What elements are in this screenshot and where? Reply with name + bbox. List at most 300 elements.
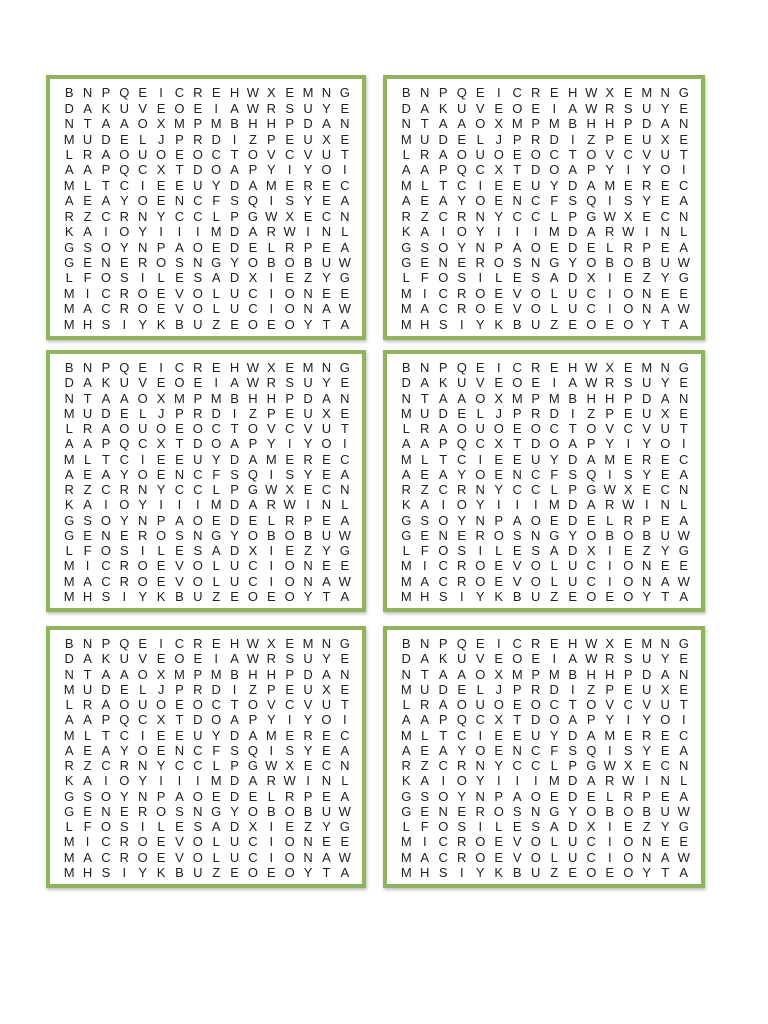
grid-letter: O [100,512,111,528]
grid-letter: U [568,301,578,317]
grid-letter: E [660,177,670,193]
grid-letter: L [212,573,220,589]
grid-letter: B [175,864,184,880]
grid-letter: E [457,803,467,819]
grid-letter: O [321,436,332,452]
grid-letter: M [400,451,412,467]
grid-letter: D [229,224,240,240]
grid-letter: N [82,636,93,652]
grid-letter: R [531,636,541,652]
grid-letter: N [137,482,148,498]
grid-letter: P [531,116,541,132]
grid-letter: A [230,436,239,452]
grid-letter: I [269,543,274,559]
grid-letter: S [623,193,633,209]
grid-letter: W [283,773,296,789]
grid-letter: O [530,558,541,574]
grid-letter: A [420,375,430,391]
grid-letter: W [585,100,598,116]
grid-letter: E [494,100,504,116]
grid-letter: Y [457,788,467,804]
grid-letter: V [605,146,615,162]
grid-letter: S [119,819,129,835]
grid-letter: X [156,712,166,728]
grid-letter: C [248,573,258,589]
grid-letter: C [119,451,129,467]
grid-letter: P [101,85,111,101]
grid-letter: E [420,527,430,543]
grid-letter: I [478,727,483,743]
grid-letter: U [531,864,541,880]
grid-letter: S [457,543,467,559]
grid-letter: A [549,543,559,559]
grid-letter: O [660,712,671,728]
grid-letter: A [230,375,239,391]
grid-letter: E [83,193,92,209]
grid-letter: P [248,712,258,728]
grid-letter: U [457,375,467,391]
grid-letter: D [229,497,240,513]
grid-letter: V [475,375,485,391]
grid-letter: L [680,497,688,513]
grid-letter: N [321,360,332,376]
grid-letter: E [285,727,295,743]
grid-letter: V [303,697,313,713]
grid-letter: Y [642,436,652,452]
grid-letter: Y [303,436,313,452]
grid-letter: A [230,162,239,178]
grid-letter: B [642,527,652,543]
grid-letter: U [321,255,332,271]
grid-letter: E [248,788,258,804]
grid-letter: N [642,301,652,317]
grid-letter: I [85,558,90,574]
grid-letter: O [438,239,449,255]
grid-letter: P [494,512,504,528]
grid-letter: E [83,527,92,543]
grid-letter: K [438,651,448,667]
grid-letter: C [531,758,541,774]
grid-letter: U [568,558,578,574]
grid-letter: O [137,742,148,758]
grid-letter: E [322,285,331,301]
grid-letter: A [230,712,239,728]
grid-letter: N [174,466,185,482]
grid-letter: I [515,497,520,513]
grid-letter: C [211,146,221,162]
grid-letter: G [401,788,412,804]
grid-letter: A [119,116,129,132]
grid-letter: I [269,193,274,209]
grid-letter: A [211,819,221,835]
grid-letter: O [586,146,597,162]
grid-letter: E [586,788,596,804]
grid-letter: F [212,466,221,482]
grid-letter: I [533,773,538,789]
grid-letter: H [82,588,93,604]
grid-letter: E [211,360,221,376]
grid-letter: G [549,803,560,819]
grid-letter: O [475,285,486,301]
grid-letter: O [456,773,467,789]
grid-letter: Z [587,405,596,421]
grid-letter: T [340,421,349,437]
grid-letter: A [83,773,92,789]
grid-letter: M [548,390,560,406]
grid-letter: B [401,360,411,376]
grid-letter: C [101,573,111,589]
grid-letter: A [420,712,430,728]
grid-letter: U [303,375,313,391]
grid-letter: O [438,788,449,804]
grid-letter: E [605,316,615,332]
grid-letter: L [606,512,614,528]
grid-letter: I [478,177,483,193]
grid-letter: H [248,116,258,132]
grid-letter: N [303,849,313,865]
grid-letter: O [174,651,185,667]
grid-letter: P [494,239,504,255]
grid-letter: N [679,758,689,774]
grid-letter: R [642,727,652,743]
grid-letter: A [420,224,430,240]
grid-letter: E [642,208,652,224]
grid-letter: A [322,390,331,406]
grid-letter: V [605,421,615,437]
grid-letter: F [83,819,92,835]
grid-letter: L [341,497,349,513]
grid-letter: Y [138,316,148,332]
grid-letter: C [660,208,670,224]
grid-letter: L [550,834,558,850]
grid-letter: D [193,162,203,178]
grid-letter: V [266,421,276,437]
grid-letter: O [247,146,258,162]
grid-letter: O [156,697,167,713]
grid-letter: E [660,239,670,255]
grid-letter: D [229,543,240,559]
grid-letter: G [247,758,258,774]
grid-letter: R [266,773,276,789]
grid-letter: Z [304,543,313,559]
grid-letter: A [101,466,111,482]
grid-letter: I [196,224,200,240]
grid-letter: A [586,224,596,240]
grid-letter: Y [303,193,313,209]
grid-letter: X [156,666,166,682]
grid-letter: W [585,636,598,652]
grid-letter: I [159,497,163,513]
grid-letter: I [287,162,292,178]
grid-letter: N [475,788,485,804]
grid-letter: C [475,712,485,728]
grid-letter: S [568,466,578,482]
grid-letter: C [438,849,448,865]
grid-letter: L [550,208,558,224]
grid-letter: E [83,742,92,758]
grid-letter: Y [475,316,485,332]
letter-grid [397,360,693,604]
grid-letter: E [494,834,504,850]
grid-letter: S [101,588,111,604]
grid-letter: M [210,666,222,682]
grid-letter: E [285,405,295,421]
grid-letter: I [496,360,501,376]
grid-letter: M [641,85,653,101]
grid-letter: O [284,803,295,819]
grid-letter: G [339,270,350,286]
grid-letter: N [679,208,689,224]
grid-letter: E [285,636,295,652]
grid-letter: L [267,239,275,255]
grid-letter: Q [247,193,258,209]
grid-letter: A [248,727,258,743]
grid-letter: N [340,482,350,498]
grid-letter: I [533,497,538,513]
grid-letter: S [193,543,203,559]
grid-letter: Y [457,466,467,482]
grid-letter: V [303,421,313,437]
grid-letter: I [607,849,612,865]
grid-letter: E [512,697,522,713]
grid-letter: G [64,239,75,255]
grid-letter: B [401,636,411,652]
grid-letter: O [530,573,541,589]
grid-letter: O [530,788,541,804]
grid-letter: N [82,360,93,376]
grid-letter: E [303,758,313,774]
grid-letter: A [586,773,596,789]
grid-letter: E [211,636,221,652]
grid-letter: V [303,146,313,162]
grid-letter: U [321,421,332,437]
grid-letter: O [137,301,148,317]
grid-letter: B [605,255,615,271]
grid-letter: L [65,543,73,559]
grid-letter: N [321,497,332,513]
grid-letter: O [586,527,597,543]
grid-letter: Y [475,224,485,240]
grid-letter: U [420,131,430,147]
grid-letter: I [478,270,483,286]
grid-letter: O [119,146,130,162]
grid-letter: U [420,681,430,697]
grid-letter: Z [212,588,221,604]
grid-letter: I [644,497,649,513]
grid-letter: X [266,360,276,376]
grid-letter: I [306,773,310,789]
grid-letter: E [175,270,184,286]
grid-letter: O [284,301,295,317]
grid-letter: U [137,697,148,713]
grid-letter: E [340,375,350,391]
grid-letter: G [211,803,222,819]
grid-letter: A [679,742,689,758]
grid-letter: O [100,239,111,255]
grid-letter: I [478,543,483,559]
grid-letter: O [493,527,504,543]
grid-letter: O [623,803,634,819]
grid-letter: O [137,849,148,865]
grid-letter: W [585,360,598,376]
grid-letter: Q [456,636,467,652]
grid-letter: A [457,116,467,132]
grid-letter: O [247,864,258,880]
grid-letter: L [157,270,165,286]
grid-letter: P [230,482,239,498]
grid-letter: T [340,697,349,713]
grid-letter: J [495,681,502,697]
grid-letter: A [586,727,596,743]
grid-letter: E [138,85,148,101]
grid-letter: D [229,451,240,467]
grid-letter: V [138,100,148,116]
grid-letter: Y [568,255,578,271]
grid-letter: Q [119,85,130,101]
grid-letter: R [420,146,430,162]
grid-letter: V [266,697,276,713]
grid-letter: D [438,405,448,421]
grid-letter: E [193,100,203,116]
grid-letter: P [623,116,633,132]
grid-letter: N [531,527,541,543]
grid-letter: H [229,360,240,376]
grid-letter: A [83,162,92,178]
grid-letter: E [660,193,670,209]
grid-letter: C [586,573,596,589]
grid-letter: A [83,100,92,116]
grid-letter: W [246,100,260,116]
grid-letter: Z [248,131,257,147]
grid-letter: D [642,666,652,682]
grid-letter: D [642,116,652,132]
grid-letter: D [303,666,313,682]
grid-letter: O [623,558,634,574]
grid-letter: Q [456,162,467,178]
grid-letter: H [586,390,596,406]
grid-letter: R [623,239,633,255]
grid-letter: W [585,85,598,101]
grid-letter: A [420,100,430,116]
grid-letter: U [475,697,485,713]
grid-letter: Y [457,193,467,209]
grid-letter: O [623,316,634,332]
grid-letter: Y [457,742,467,758]
grid-letter: Y [322,819,331,835]
grid-letter: X [156,162,166,178]
grid-letter: C [137,436,148,452]
grid-letter: Y [138,864,148,880]
grid-letter: D [568,224,578,240]
grid-letter: E [285,543,295,559]
grid-letter: W [246,651,260,667]
grid-letter: D [303,390,313,406]
grid-letter: S [285,742,295,758]
grid-letter: E [175,421,184,437]
grid-letter: M [604,727,616,743]
grid-letter: W [265,208,278,224]
grid-letter: E [568,316,578,332]
grid-letter: A [420,651,430,667]
grid-letter: S [420,239,430,255]
grid-letter: S [285,466,295,482]
grid-letter: M [400,177,412,193]
grid-letter: O [247,697,258,713]
grid-letter: A [568,436,578,452]
grid-letter: P [156,239,166,255]
grid-letter: N [660,773,670,789]
grid-letter: D [531,436,541,452]
grid-letter: O [100,819,111,835]
grid-letter: O [623,834,634,850]
grid-letter: O [493,803,504,819]
grid-letter: U [82,405,93,421]
grid-letter: A [101,193,111,209]
grid-letter: B [512,316,522,332]
grid-letter: C [475,162,485,178]
grid-letter: R [623,788,633,804]
grid-letter: E [420,742,430,758]
grid-letter: W [603,758,616,774]
grid-letter: E [512,146,522,162]
grid-letter: E [660,512,670,528]
grid-letter: L [550,285,558,301]
grid-letter: I [122,864,127,880]
grid-letter: A [248,773,258,789]
grid-letter: E [303,482,313,498]
grid-letter: H [586,116,596,132]
grid-letter: F [83,270,92,286]
grid-letter: B [401,85,411,101]
grid-letter: J [495,405,502,421]
grid-letter: M [302,636,314,652]
grid-letter: E [156,727,166,743]
grid-letter: T [568,421,577,437]
grid-letter: U [321,803,332,819]
grid-letter: Y [156,482,166,498]
grid-letter: U [193,451,203,467]
grid-letter: Y [303,864,313,880]
grid-letter: C [457,177,467,193]
grid-letter: O [623,864,634,880]
grid-letter: R [457,573,467,589]
grid-letter: U [642,681,652,697]
grid-letter: U [660,527,670,543]
grid-letter: E [322,466,331,482]
grid-letter: C [438,208,448,224]
grid-letter: Y [475,773,485,789]
grid-letter: L [421,177,429,193]
grid-letter: R [401,482,411,498]
grid-letter: V [266,146,276,162]
grid-letter: E [623,270,633,286]
grid-letter: A [101,697,111,713]
grid-letter: O [284,558,295,574]
grid-letter: R [193,405,203,421]
grid-letter: U [229,834,240,850]
grid-letter: L [402,697,410,713]
grid-letter: M [63,316,75,332]
grid-letter: Z [642,543,651,559]
grid-letter: D [101,405,111,421]
grid-letter: E [494,651,504,667]
grid-letter: I [122,316,127,332]
grid-letter: V [512,558,522,574]
grid-letter: A [679,466,689,482]
grid-letter: E [494,742,504,758]
grid-letter: M [302,85,314,101]
grid-letter: D [642,390,652,406]
